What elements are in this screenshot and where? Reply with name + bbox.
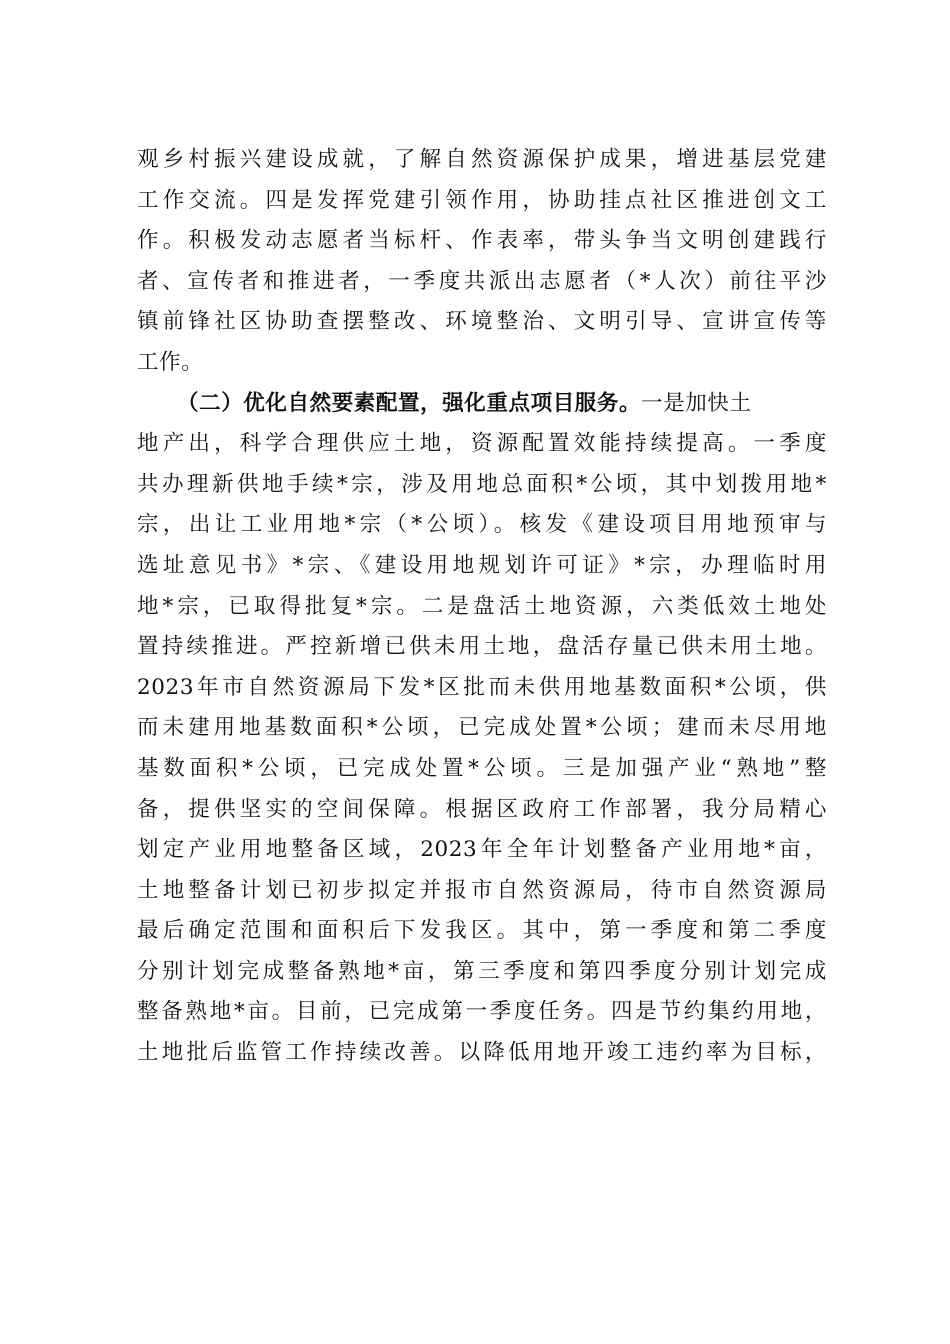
text-line: 土地整备计划已初步拟定并报市自然资源局，待市自然资源局: [137, 877, 827, 903]
text-line: 最后确定范围和面积后下发我区。其中，第一季度和第二季度: [137, 918, 827, 944]
text-line: 土地批后监管工作持续改善。以降低用地开竣工违约率为目标，: [137, 1040, 827, 1066]
text-line: 整备熟地*亩。目前，已完成第一季度任务。四是节约集约用地，: [137, 999, 827, 1025]
text-line: 划定产业用地整备区域，2023年全年计划整备产业用地*亩，: [137, 837, 827, 863]
text-line: 置持续推进。严控新增已供未用土地，盘活存量已供未用土地。: [137, 634, 827, 660]
text-line: 作。积极发动志愿者当标杆、作表率，带头争当文明创建践行: [137, 228, 827, 254]
text-line: 而未建用地基数面积*公顷，已完成处置*公顷；建而未尽用地: [137, 715, 827, 741]
section-heading-rest: 一是加快土: [641, 390, 752, 416]
text-line: 2023年市自然资源局下发*区批而未供用地基数面积*公顷，供: [137, 674, 827, 700]
text-line: 者、宣传者和推进者，一季度共派出志愿者（*人次）前往平沙: [137, 268, 827, 294]
text-line: 基数面积*公顷，已完成处置*公顷。三是加强产业“熟地”整: [137, 755, 827, 781]
text-line: 镇前锋社区协助查摆整改、环境整治、文明引导、宣讲宣传等: [137, 309, 827, 335]
text-line: 观乡村振兴建设成就，了解自然资源保护成果，增进基层党建: [137, 147, 827, 172]
section-heading: （二）优化自然要素配置，强化重点项目服务。: [177, 390, 642, 416]
text-line: 宗，出让工业用地*宗（*公顷）。核发《建设项目用地预审与: [137, 512, 827, 538]
text-line: 地产出，科学合理供应土地，资源配置效能持续提高。一季度: [137, 431, 827, 457]
document-body: [137, 140, 827, 1074]
text-line: 分别计划完成整备熟地*亩，第三季度和第四季度分别计划完成: [137, 958, 827, 984]
section-heading-line: [137, 384, 827, 425]
text-line: 共办理新供地手续*宗，涉及用地总面积*公顷，其中划拨用地*: [137, 471, 827, 497]
text-line: 工作交流。四是发挥党建引领作用，协助挂点社区推进创文工: [137, 187, 827, 213]
text-line: 备，提供坚实的空间保障。根据区政府工作部署，我分局精心: [137, 796, 827, 822]
text-line: 工作。: [137, 349, 204, 375]
text-line: 选址意见书》*宗、《建设用地规划许可证》*宗，办理临时用: [137, 552, 827, 578]
text-line: 地*宗，已取得批复*宗。二是盘活土地资源，六类低效土地处: [137, 593, 827, 619]
